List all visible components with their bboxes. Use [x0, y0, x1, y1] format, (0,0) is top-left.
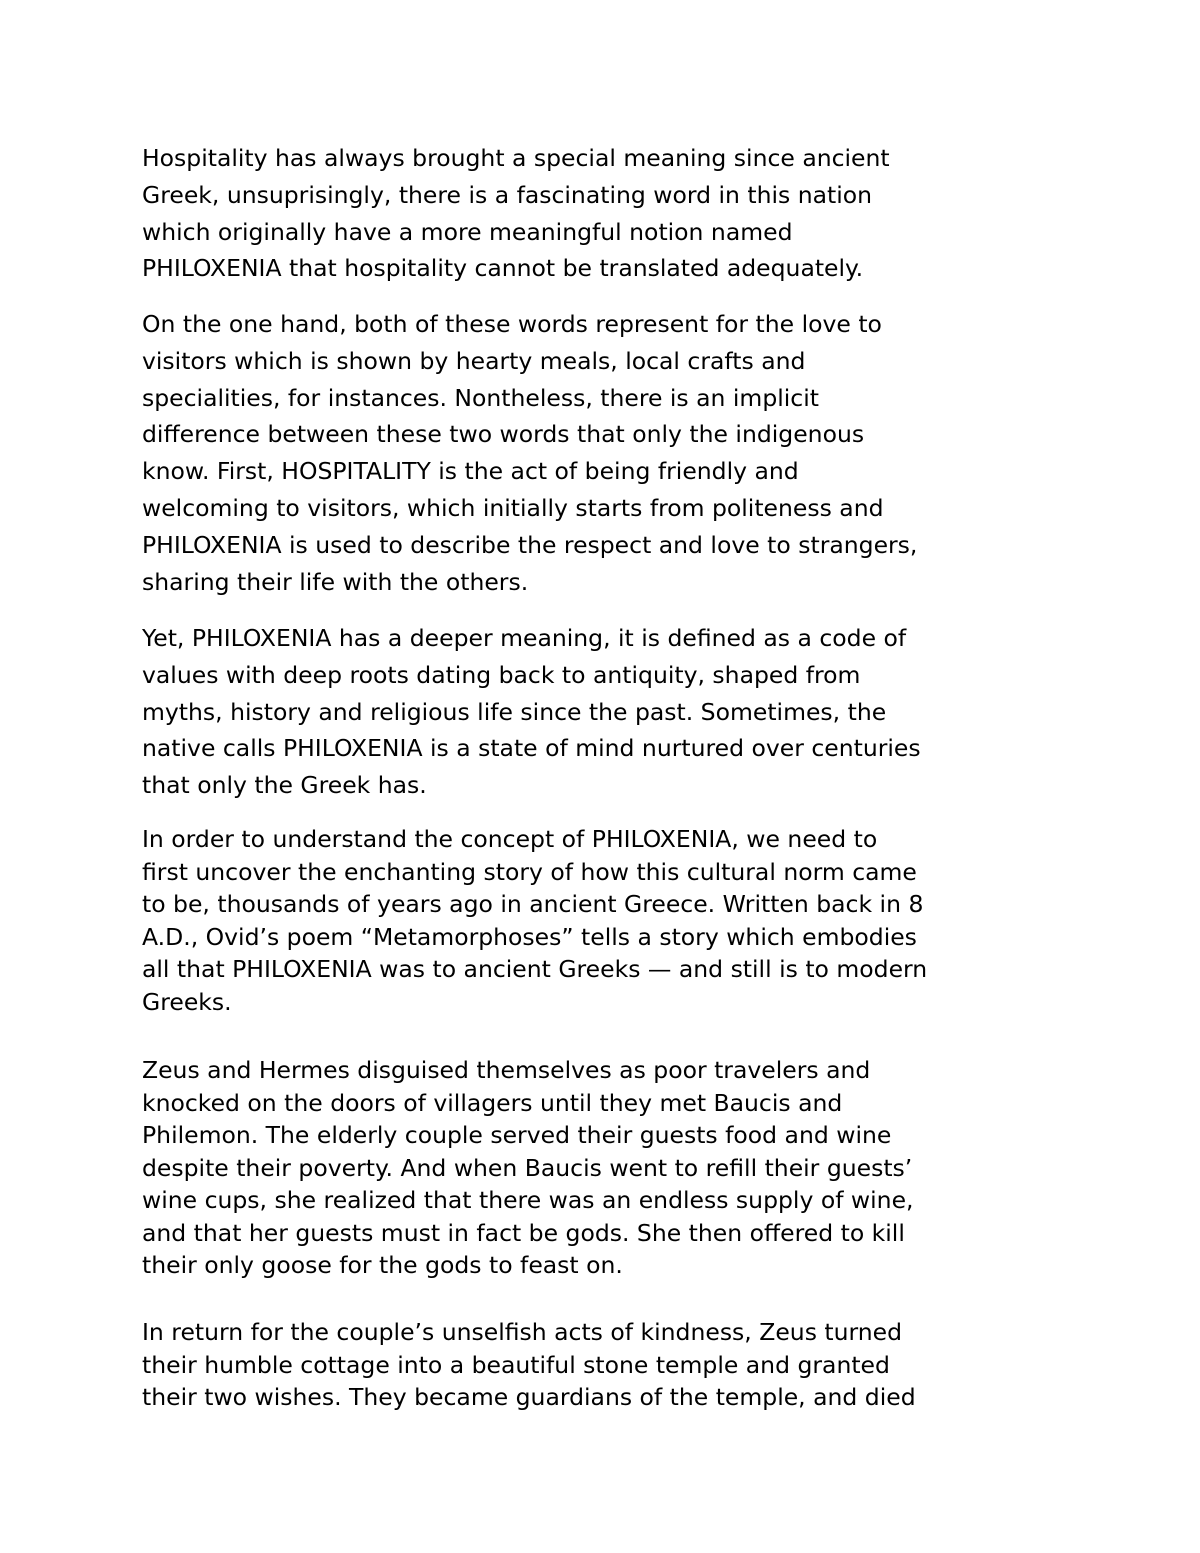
paragraph-1: Hospitality has always brought a special meaning since ancient Greek, unsuprisingly, there is a fascinating word in this nation which originally have a more meaningful notion named PHILOXENIA that hospitality cannot be translated adequately. — [142, 144, 890, 283]
paragraph-2: On the one hand, both of these words represent for the love to visitors which is shown by hearty meals, local crafts and specialities, for instances. Nontheless, there is an implicit difference between these two words that only the indigenous know. First, HOSPITALITY is the act of being friendly and welcoming to visitors, which initially starts from politeness and PHILOXENIA is used to describe the respect and love to strangers, sharing their life with the others. — [142, 310, 918, 596]
paragraph-6: In return for the couple’s unselfish acts of kindness, Zeus turned their humble cottage into a beautiful stone temple and granted their two wishes. They became guardians of the temple, and died — [142, 1318, 916, 1411]
paragraph-4: In order to understand the concept of PHILOXENIA, we need to first uncover the enchanting story of how this cultural norm came to be, thousands of years ago in ancient Greece. Written back in 8 A.D., Ovid’s poem “Metamorphoses” tells a story which embodies all that PHILOXENIA was to ancient Greeks — and still is to modern Greeks. — [142, 825, 928, 1016]
paragraph-3: Yet, PHILOXENIA has a deeper meaning, it is defined as a code of values with deep roots dating back to antiquity, shaped from myths, history and religious life since the past. Sometimes, the native calls PHILOXENIA is a state of mind nurtured over centuries that only the Greek has. — [142, 624, 921, 800]
paragraph-5: Zeus and Hermes disguised themselves as poor travelers and knocked on the doors of villagers until they met Baucis and Philemon. The elderly couple served their guests food and wine despite their poverty. And when Baucis went to refill their guests’ wine cups, she realized that there was an endless supply of wine, and that her guests must in fact be gods. She then offered to kill their only goose for the gods to feast on. — [142, 1056, 914, 1279]
